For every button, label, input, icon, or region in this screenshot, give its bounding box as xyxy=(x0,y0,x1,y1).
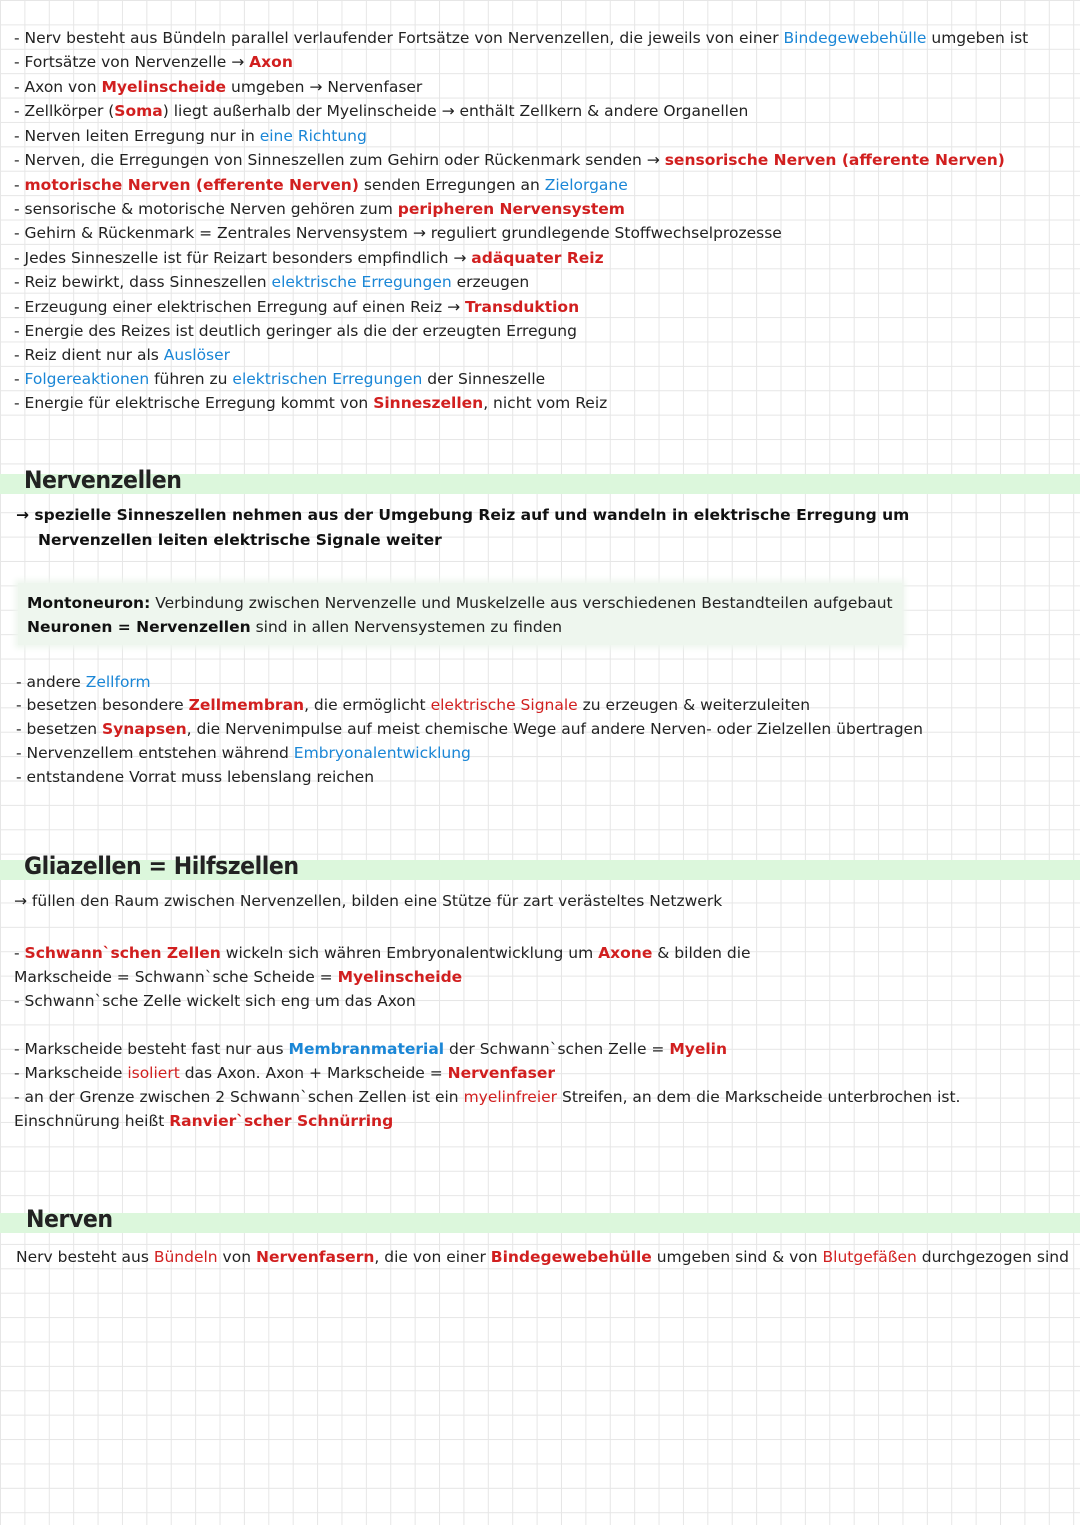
list-item xyxy=(14,1087,961,1107)
highlighted-term: Myelinscheide xyxy=(337,968,463,986)
highlighted-term: Zellform xyxy=(85,673,151,691)
highlighted-term: Sinneszellen xyxy=(373,394,484,412)
intro-line xyxy=(14,321,577,341)
intro-line xyxy=(14,345,230,365)
text-segment: , die von einer xyxy=(374,1248,491,1266)
highlighted-term: → spezielle Sinneszellen nehmen aus der Umgebung Reiz auf und wandeln in elektrische Erregung um xyxy=(16,506,910,524)
highlighted-term: Zielorgane xyxy=(544,176,628,194)
list-item xyxy=(16,743,471,763)
highlighted-term: Nervenzellen leiten elektrische Signale weiter xyxy=(38,531,442,549)
text-segment: senden Erregungen an xyxy=(358,176,545,194)
text-segment: - Axon von xyxy=(14,78,102,96)
highlighted-term: isoliert xyxy=(127,1064,180,1082)
highlighted-term: sensorische Nerven (afferente Nerven) xyxy=(664,151,1005,169)
section-heading-gliazellen: Gliazellen = Hilfszellen xyxy=(24,852,299,880)
text-segment: - Nervenzellem entstehen während xyxy=(16,744,294,762)
text-segment: der Schwann`schen Zelle = xyxy=(444,1040,670,1058)
intro-line xyxy=(14,126,367,146)
text-segment: - entstandene Vorrat muss lebenslang reichen xyxy=(16,768,375,786)
text-segment: ) liegt außerhalb der Myelinscheide → enthält Zellkern & andere Organellen xyxy=(162,102,749,120)
highlighted-term: Membranmaterial xyxy=(288,1040,445,1058)
highlighted-term: motorische Nerven (efferente Nerven) xyxy=(24,176,359,194)
text-segment: Nerv besteht aus xyxy=(16,1248,154,1266)
text-segment: der Sinneszelle xyxy=(422,370,546,388)
text-segment: - xyxy=(14,370,25,388)
text-segment: - Reiz bewirkt, dass Sinneszellen xyxy=(14,273,272,291)
highlighted-term: elektrische Erregungen xyxy=(271,273,452,291)
text-segment: & bilden die xyxy=(652,944,751,962)
arrow-line xyxy=(38,530,442,550)
highlighted-term: Bündeln xyxy=(153,1248,218,1266)
text-segment: - Gehirn & Rückenmark = Zentrales Nervensystem → reguliert grundlegende Stoffwechselprozesse xyxy=(14,224,782,242)
text-segment: erzeugen xyxy=(451,273,530,291)
highlighted-term: Synapsen xyxy=(102,720,187,738)
text-segment: - Jedes Sinneszelle ist für Reizart besonders empfindlich → xyxy=(14,249,472,267)
list-item xyxy=(14,943,751,963)
arrow-line xyxy=(14,891,722,911)
text-segment: , nicht vom Reiz xyxy=(483,394,608,412)
highlighted-term: Myelinscheide xyxy=(101,78,227,96)
list-item xyxy=(16,672,151,692)
text-segment: umgeben ist xyxy=(926,29,1029,47)
intro-line xyxy=(14,52,293,72)
highlighted-term: adäquater Reiz xyxy=(471,249,604,267)
text-segment: → füllen den Raum zwischen Nervenzellen, bilden eine Stütze für zart verästeltes Netzwerk xyxy=(14,892,723,910)
text-segment: - Reiz dient nur als xyxy=(14,346,164,364)
text-segment: - Energie des Reizes ist deutlich geringer als die der erzeugten Erregung xyxy=(14,322,577,340)
intro-line xyxy=(14,297,579,317)
intro-line xyxy=(14,175,628,195)
intro-line xyxy=(14,393,607,413)
highlighted-term: Schwann`schen Zellen xyxy=(24,944,221,962)
text-segment: - an der Grenze zwischen 2 Schwann`schen Zellen ist ein xyxy=(14,1088,464,1106)
highlighted-term: Axone xyxy=(598,944,653,962)
intro-line xyxy=(14,77,422,97)
text-segment: - xyxy=(14,944,25,962)
text-segment: - Nerven leiten Erregung nur in xyxy=(14,127,260,145)
intro-line xyxy=(14,28,1028,48)
highlighted-term: eine Richtung xyxy=(259,127,367,145)
text-segment: - Schwann`sche Zelle wickelt sich eng um das Axon xyxy=(14,992,416,1010)
text-segment: - Erzeugung einer elektrischen Erregung auf einen Reiz → xyxy=(14,298,466,316)
text-segment: - xyxy=(14,176,25,194)
text-segment: von xyxy=(217,1248,256,1266)
arrow-line xyxy=(16,505,909,525)
highlighted-term: Soma xyxy=(114,102,163,120)
list-item xyxy=(16,719,923,739)
highlighted-term: Embryonalentwicklung xyxy=(293,744,471,762)
list-item xyxy=(14,1063,555,1083)
list-item xyxy=(14,1111,393,1131)
text-segment: führen zu xyxy=(149,370,233,388)
list-item xyxy=(16,767,374,787)
heading-highlight xyxy=(0,1213,1080,1233)
list-item xyxy=(14,991,416,1011)
highlighted-term: Bindegewebehülle xyxy=(783,29,927,47)
highlighted-term: Neuronen = Nervenzellen xyxy=(27,618,251,636)
text-segment: Markscheide = Schwann`sche Scheide = xyxy=(14,968,338,986)
highlighted-term: Myelin xyxy=(669,1040,728,1058)
intro-line xyxy=(14,223,782,243)
text-segment: - Nerven, die Erregungen von Sinneszellen zum Gehirn oder Rückenmark senden → xyxy=(14,151,665,169)
highlighted-term: Folgereaktionen xyxy=(24,370,150,388)
highlighted-term: Transduktion xyxy=(465,298,580,316)
text-segment: - Markscheide besteht fast nur aus xyxy=(14,1040,289,1058)
paragraph xyxy=(16,1247,1069,1267)
text-segment: durchgezogen sind xyxy=(916,1248,1069,1266)
definition-line xyxy=(27,593,893,613)
highlighted-term: Ranvier`scher Schnürring xyxy=(169,1112,394,1130)
text-segment: - besetzen xyxy=(16,720,103,738)
text-segment: Verbindung zwischen Nervenzelle und Muskelzelle aus verschiedenen Bestandteilen aufgebaut xyxy=(150,594,893,612)
definition-line xyxy=(27,617,562,637)
text-segment: , die Nervenimpulse auf meist chemische Wege auf andere Nerven- oder Zielzellen übertragen xyxy=(186,720,923,738)
text-segment: - Markscheide xyxy=(14,1064,128,1082)
highlighted-term: peripheren Nervensystem xyxy=(397,200,625,218)
list-item xyxy=(16,695,810,715)
text-segment: - Energie für elektrische Erregung kommt von xyxy=(14,394,374,412)
text-segment: zu erzeugen & weiterzuleiten xyxy=(577,696,811,714)
section-heading-nerven: Nerven xyxy=(26,1205,113,1233)
highlighted-term: Zellmembran xyxy=(188,696,305,714)
text-segment: - Nerv besteht aus Bündeln parallel verlaufender Fortsätze von Nervenzellen, die jeweils von einer xyxy=(14,29,784,47)
text-segment: , die ermöglicht xyxy=(304,696,431,714)
highlighted-term: Axon xyxy=(249,53,293,71)
text-segment: - Zellkörper ( xyxy=(14,102,115,120)
highlighted-term: Auslöser xyxy=(163,346,231,364)
highlighted-term: Bindegewebehülle xyxy=(490,1248,652,1266)
text-segment: sind in allen Nervensystemen zu finden xyxy=(250,618,563,636)
text-segment: Streifen, an dem die Markscheide unterbrochen ist. xyxy=(557,1088,961,1106)
text-segment: Einschnürung heißt xyxy=(14,1112,170,1130)
highlighted-term: Blutgefäßen xyxy=(822,1248,917,1266)
text-segment: umgeben sind & von xyxy=(651,1248,823,1266)
highlighted-term: Montoneuron: xyxy=(27,594,151,612)
intro-line xyxy=(14,199,625,219)
highlighted-term: Nervenfaser xyxy=(447,1064,556,1082)
text-segment: - sensorische & motorische Nerven gehören zum xyxy=(14,200,398,218)
intro-line xyxy=(14,248,604,268)
list-item xyxy=(14,967,462,987)
intro-line xyxy=(14,101,748,121)
text-segment: - besetzen besondere xyxy=(16,696,189,714)
highlighted-term: elektrische Signale xyxy=(430,696,578,714)
highlighted-term: myelinfreier xyxy=(463,1088,558,1106)
text-segment: wickeln sich währen Embryonalentwicklung um xyxy=(220,944,599,962)
highlighted-term: Nervenfasern xyxy=(255,1248,375,1266)
text-segment: - andere xyxy=(16,673,86,691)
intro-line xyxy=(14,150,1005,170)
intro-line xyxy=(14,369,545,389)
section-heading-nervenzellen: Nervenzellen xyxy=(24,466,182,494)
text-segment: - Fortsätze von Nervenzelle → xyxy=(14,53,250,71)
intro-line xyxy=(14,272,529,292)
list-item xyxy=(14,1039,727,1059)
text-segment: das Axon. Axon + Markscheide = xyxy=(179,1064,448,1082)
highlighted-term: elektrischen Erregungen xyxy=(232,370,423,388)
text-segment: umgeben → Nervenfaser xyxy=(226,78,423,96)
